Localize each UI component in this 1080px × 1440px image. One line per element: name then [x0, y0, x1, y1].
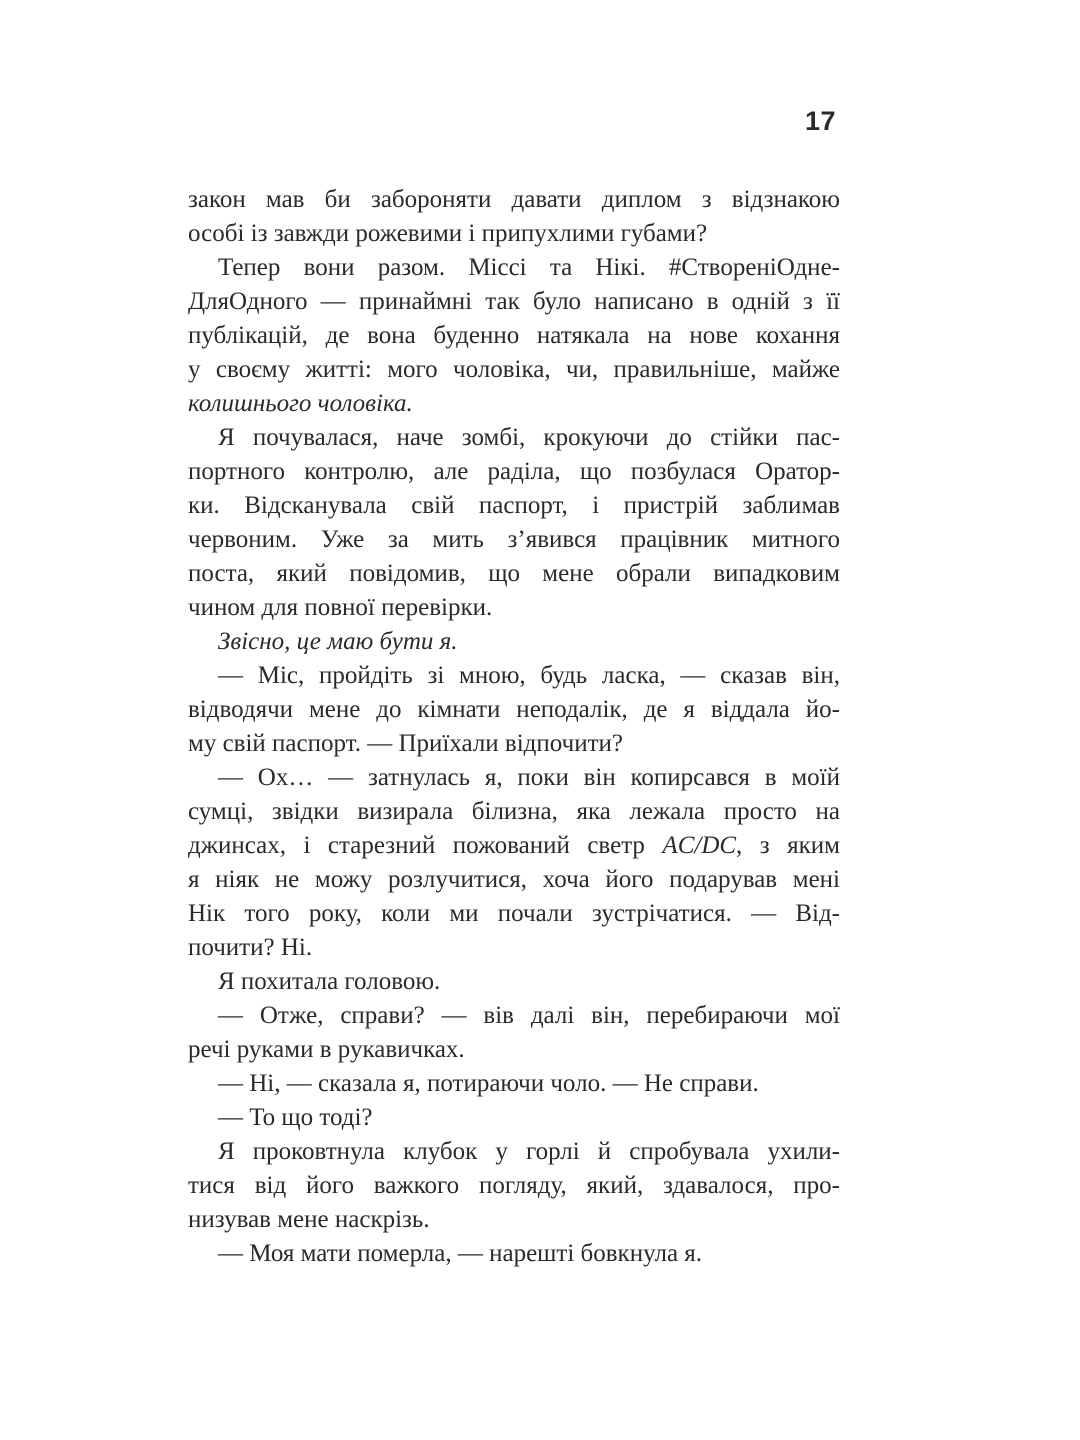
text-line — [188, 693, 840, 727]
text-line — [188, 183, 840, 217]
text-line — [188, 319, 840, 353]
text-segment: я ніяк не можу розлучитися, хоча його подарував мені — [188, 866, 840, 893]
text-line — [188, 557, 840, 591]
text-segment: — То що тоді? — [218, 1104, 373, 1131]
text-line — [188, 523, 840, 557]
text-segment: — Ох… — затнулась я, поки він копирсався в моїй — [218, 764, 840, 791]
text-segment: особі із завжди рожевими і припухлими губами? — [188, 220, 708, 247]
text-segment: Я почувалася, наче зомбі, крокуючи до стійки пас- — [218, 424, 840, 451]
text-line — [188, 591, 840, 625]
text-segment: — Отже, справи? — вів далі він, перебираючи мої — [218, 1002, 840, 1029]
text-segment: Нік того року, коли ми почали зустрічатися. — Від- — [188, 900, 840, 927]
text-line — [188, 1067, 840, 1101]
italic-text-segment: AC/DC — [662, 832, 737, 859]
text-segment: портного контролю, але раділа, що позбулася Оратор- — [188, 458, 840, 485]
page-number: 17 — [804, 106, 836, 136]
text-segment: відводячи мене до кімнати неподалік, де я віддала йо- — [188, 696, 840, 723]
text-segment: у своєму житті: мого чоловіка, чи, правильніше, майже — [188, 356, 840, 383]
text-segment: тися від його важкого погляду, який, здавалося, про- — [188, 1172, 840, 1199]
text-segment: червоним. Уже за мить з’явився працівник митного — [188, 526, 840, 553]
text-segment: поста, який повідомив, що мене обрали випадковим — [188, 560, 840, 587]
text-segment: Я похитала головою. — [218, 968, 441, 995]
italic-text-segment: колишнього чоловіка. — [188, 390, 413, 417]
italic-text-segment: Звісно, це маю бути я. — [218, 628, 458, 655]
text-segment: низував мене наскрізь. — [188, 1206, 430, 1233]
text-line — [188, 455, 840, 489]
text-line — [188, 1203, 840, 1237]
text-segment: почити? Ні. — [188, 934, 313, 961]
text-block — [188, 183, 840, 1271]
text-line — [188, 1101, 840, 1135]
text-line — [188, 659, 840, 693]
text-segment: джинсах, і старезний пожований светр — [188, 832, 663, 859]
text-segment: Я проковтнула клубок у горлі й спробувала ухили- — [218, 1138, 840, 1165]
text-line — [188, 727, 840, 761]
text-line — [188, 999, 840, 1033]
text-line — [188, 931, 840, 965]
text-line — [188, 1033, 840, 1067]
text-line — [188, 1135, 840, 1169]
text-line — [188, 489, 840, 523]
text-line — [188, 1237, 840, 1271]
text-segment: закон мав би забороняти давати диплом з відзнакою — [188, 186, 840, 213]
text-segment: — Міс, пройдіть зі мною, будь ласка, — сказав він, — [218, 662, 840, 689]
text-segment: ки. Відсканувала свій паспорт, і пристрій заблимав — [188, 492, 840, 519]
text-line — [188, 353, 840, 387]
text-line — [188, 829, 840, 863]
text-line — [188, 795, 840, 829]
text-line — [188, 863, 840, 897]
text-segment: — Ні, — сказала я, потираючи чоло. — Не справи. — [218, 1070, 759, 1097]
text-segment: му свій паспорт. — Приїхали відпочити? — [188, 730, 623, 757]
text-segment: Тепер вони разом. Міссі та Нікі. #СтвореніОдне- — [218, 254, 840, 281]
text-segment: публікацій, де вона буденно натякала на нове кохання — [188, 322, 840, 349]
text-line — [188, 897, 840, 931]
text-segment: сумці, звідки визирала білизна, яка лежала просто на — [188, 798, 840, 825]
text-line — [188, 421, 840, 455]
text-segment: — Моя мати померла, — нарешті бовкнула я. — [218, 1240, 703, 1267]
text-segment: чином для повної перевірки. — [188, 594, 493, 621]
text-segment: ДляОдного — принаймні так було написано в одній з її — [188, 288, 840, 315]
text-line — [188, 217, 840, 251]
text-segment: , з яким — [736, 832, 840, 859]
text-line — [188, 965, 840, 999]
text-line — [188, 251, 840, 285]
text-line — [188, 1169, 840, 1203]
text-line — [188, 387, 840, 421]
text-line — [188, 625, 840, 659]
text-line — [188, 761, 840, 795]
text-line — [188, 285, 840, 319]
text-segment: речі руками в рукавичках. — [188, 1036, 465, 1063]
